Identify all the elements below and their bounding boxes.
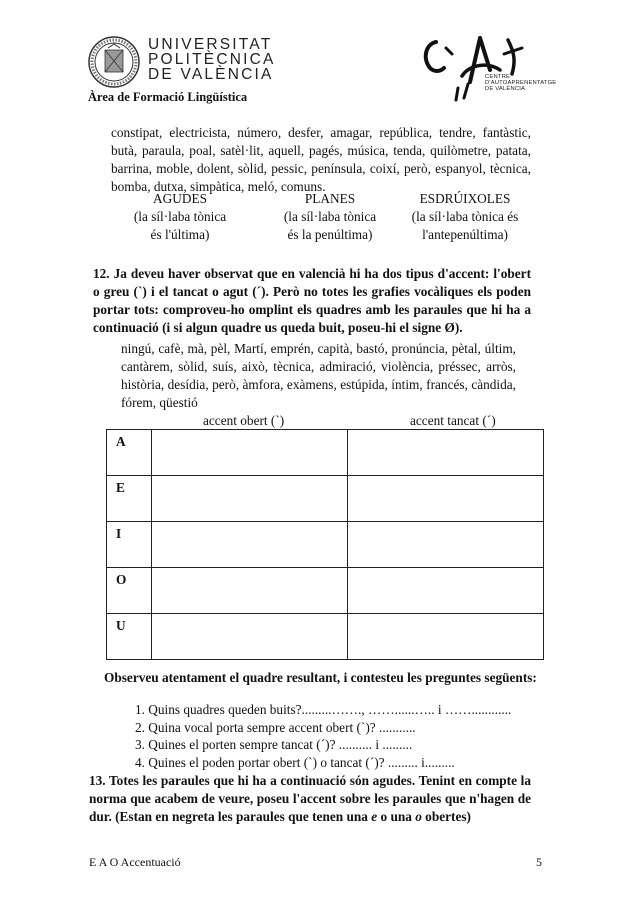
table-row <box>107 568 544 614</box>
department-name: Àrea de Formació Lingüística <box>88 90 248 104</box>
column-esdruixoles-desc-2: l'antepenúltima) <box>422 227 508 242</box>
cell-e-obert[interactable] <box>152 476 348 522</box>
table-column-headers <box>93 413 531 429</box>
cell-u-tancat[interactable] <box>348 614 544 660</box>
cell-a-tancat[interactable] <box>348 430 544 476</box>
exercise-13-letter-e: e <box>371 809 378 824</box>
column-planes-desc-1: (la síl·laba tònica <box>283 209 377 224</box>
cell-o-tancat[interactable] <box>348 568 544 614</box>
column-agudes <box>110 190 250 244</box>
observe-instruction: Observeu atentament el quadre resultant, i contesteu les preguntes següents: <box>104 670 537 685</box>
centre-name <box>485 74 556 93</box>
column-planes-desc-2: és la penúltima) <box>287 227 373 242</box>
university-name-line-3: DE VALÈNCIA <box>148 66 274 83</box>
exercise-13-text-3: obertes) <box>421 809 471 824</box>
cell-i-tancat[interactable] <box>348 522 544 568</box>
vowel-label-u: U <box>107 614 152 660</box>
exercise-13-text-2: o una <box>377 809 416 824</box>
column-esdruixoles-title: ESDRÚIXOLES <box>419 191 511 206</box>
column-esdruixoles-desc-1: (la síl·laba tònica és <box>411 209 519 224</box>
exercise-11-word-list: constipat, electricista, número, desfer, amagar, república, tendre, fantàstic, butà, paraula, poal, satèl·lit, aquell, pagés, música, tenda, quilòmetre, patata, barrina, moble, dolent, sòlid, pessic, península, coixí, però, espanyol, tècnica, bomba, dutxa, simpàtica, meló, comuns. <box>111 125 531 194</box>
cell-a-obert[interactable] <box>152 430 348 476</box>
table-row <box>107 430 544 476</box>
question-1: 1. Quins quadres queden buits?.........……., ……......….. i ……............ <box>135 702 512 717</box>
exercise-13-title <box>89 772 531 826</box>
column-agudes-desc-2: és l'última) <box>150 227 210 242</box>
centre-autoaprenentatge-logo <box>418 34 542 104</box>
centre-name-line-1: CENTRE <box>485 74 511 80</box>
vowel-label-i: I <box>107 522 152 568</box>
column-planes-title: PLANES <box>304 191 356 206</box>
header-accent-tancat: accent tancat (´) <box>410 413 496 428</box>
column-agudes-title: AGUDES <box>153 191 207 206</box>
centre-name-line-2: D'AUTOAPRENENTATGE <box>485 80 557 87</box>
university-name <box>148 37 276 82</box>
university-name-line-2: POLITÈCNICA <box>148 51 276 68</box>
cell-u-obert[interactable] <box>152 614 348 660</box>
footer-page-number: 5 <box>536 855 542 869</box>
university-name-line-1: UNIVERSITAT <box>148 36 273 53</box>
university-seal-logo <box>88 36 140 88</box>
question-3: 3. Quines el porten sempre tancat (´)? .......... i ......... <box>135 737 413 752</box>
vowel-label-e: E <box>107 476 152 522</box>
column-agudes-desc-1: (la síl·laba tònica <box>133 209 227 224</box>
exercise-12-title: 12. Ja deveu haver observat que en valencià hi ha dos tipus d'accent: l'obert o greu (`) i el tancat o agut (´). Però no totes les grafies vocàliques els poden portar tots: comproveu-ho omplint els quadres amb les paraules que hi ha a continuació (i si algun quadre us queda buit, poseu-hi el signe Ø). <box>93 266 531 335</box>
cell-i-obert[interactable] <box>152 522 348 568</box>
column-planes <box>260 190 400 244</box>
vowel-label-o: O <box>107 568 152 614</box>
footer-document-title: E A O Accentuació <box>89 855 181 869</box>
vowel-label-a: A <box>107 430 152 476</box>
column-esdruixoles <box>398 190 532 244</box>
cell-o-obert[interactable] <box>152 568 348 614</box>
question-2: 2. Quina vocal porta sempre accent obert (`)? ........... <box>135 719 416 735</box>
vowel-accent-table <box>106 429 544 660</box>
exercise-13-letter-o: o <box>415 809 422 824</box>
table-row <box>107 614 544 660</box>
cell-e-tancat[interactable] <box>348 476 544 522</box>
centre-name-line-3: DE VALÈNCIA <box>485 86 526 93</box>
exercise-12-word-list: ningú, cafè, mà, pèl, Martí, emprén, capità, bastó, pronúncia, pètal, últim, cantàrem, sòlid, suís, això, tècnica, admiració, violència, préssec, arròs, història, desídia, però, àmfora, exàmens, estúpida, íntim, francés, càndida, fórem, qüestió <box>121 341 516 410</box>
table-row <box>107 522 544 568</box>
exercise-13-text-1: 13. Totes les paraules que hi ha a continuació són agudes. Tenint en compte la norma que acabem de veure, poseu l'accent sobre les paraules que n'hagen de dur. (Estan en negreta les paraules que tenen una <box>89 773 531 824</box>
question-list <box>135 701 511 771</box>
header-accent-obert: accent obert (`) <box>203 413 285 428</box>
table-row <box>107 476 544 522</box>
question-4: 4. Quines el poden portar obert (`) o tancat (´)? ......... i......... <box>135 754 455 770</box>
